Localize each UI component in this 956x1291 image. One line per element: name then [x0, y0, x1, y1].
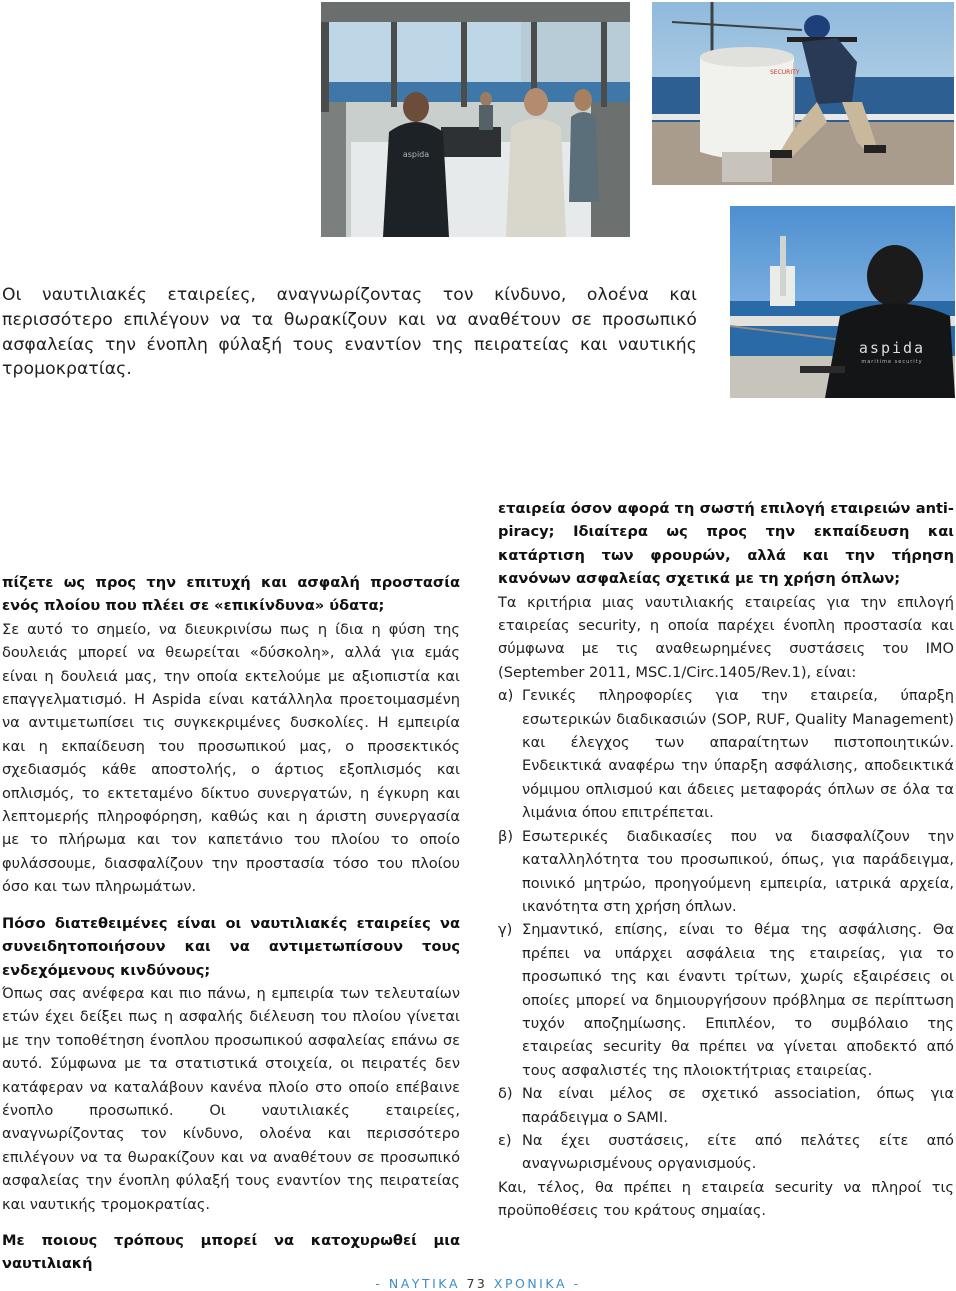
question-1: πίζετε ως προς την επιτυχή και ασφαλή προστασία ενός πλοίου που πλέει σε «επικίνδυνα» ύδατα; [2, 574, 460, 615]
answer-2: Όπως σας ανέφερα και πιο πάνω, η εμπειρία των τελευταίων ετών έχει δείξει πως η ασφαλής διέλευση του πλοίου γίνεται με την τοποθέτηση ένοπλου προσωπικού ασφαλείας επάνω σε αυτό. Σύμφωνα με τα στατιστικά στοιχεία, οι πειρατές δεν κατάφεραν να καταλάβουν κανένα πλοίο στο οποίο επέβαινε ένοπλο προσωπικό. Οι ναυτιλιακές εταιρείες, αναγνωρίζοντας τον κίνδυνο, ολοένα και περισσότερο επιλέγουν να τα θωρακίζουν και να αναθέτουν σε προσωπικό ασφαλείας την ένοπλη φύλαξή τους εναντίον της πειρατείας και ναυτικής τρομοκρατίας. [2, 984, 460, 1213]
question-3-continued: εταιρεία όσον αφορά τη σωστή επιλογή εταιρειών anti-piracy; Ιδιαίτερα ως προς την εκπαίδευση και κατάρτιση των φρουρών, αλλά και την τήρηση κανόνων ασφαλείας σχετικά με τη χρήση όπλων; [498, 500, 954, 588]
question-2: Πόσο διατεθειμένες είναι οι ναυτιλιακές εταιρείες να συνειδητοποιήσουν και να αντιμετωπίσουν τους ενδεχόμενους κινδύνους; [2, 914, 460, 979]
footer-dash-right: - [573, 1276, 581, 1291]
item-marker: ε) [498, 1131, 512, 1149]
page-footer [0, 1276, 956, 1291]
criteria-item [498, 1082, 954, 1129]
footer-dash-left: - [375, 1276, 383, 1291]
photo-aspida-guard [730, 206, 955, 398]
deck-sign: SECURITY [770, 69, 800, 76]
bridge-shirt-logo: aspida [402, 150, 430, 159]
item-text: Γενικές πληροφορίες για την εταιρεία, ύπαρξη εσωτερικών διαδικασιών (SOP, RUF, Quality Management) και έλεγχος των απαραίτητων πιστοποιητικών. Ενδεικτικά αναφέρω την ύπαρξη ασφάλισης, αποδεικτικά νόμιμου οπλισμού και άδειες μεταφοράς όπλων σε όλα τα λιμάνια όπου επιτρέπεται. [522, 687, 954, 822]
closing-text: Και, τέλος, θα πρέπει η εταιρεία security να πληροί τις προϋποθέσεις του κράτους σημαίας. [498, 1178, 954, 1220]
photo-ship-bridge [321, 2, 630, 237]
item-marker: α) [498, 687, 514, 705]
item-text: Εσωτερικές διαδικασίες που να διασφαλίζουν την καταλληλότητα του προσωπικού, όπως, για παράδειγμα, ποινικό μητρώο, προηγούμενη εμπειρία, ιατρικά αρχεία, ικανότητα στη χρήση όπλων. [522, 827, 954, 915]
item-marker: β) [498, 827, 514, 845]
item-text: Να έχει συστάσεις, είτε από πελάτες είτε από αναγνωρισμένους οργανισμούς. [522, 1131, 954, 1173]
shirt-subtitle: maritime security [861, 359, 923, 365]
item-marker: δ) [498, 1085, 513, 1103]
item-text: Σημαντικό, επίσης, είναι το θέμα της ασφάλισης. Θα πρέπει να υπάρχει ασφάλεια της εταιρείας, για το προσωπικό της και έναντι τρίτων, χωρίς εξαιρέσεις οι οποίες μπορεί να δημιουργήσουν πρόβλημα σε περίπτωση τυχόν αποζημίωσης. Επιπλέον, το συμβόλαιο της εταιρείας security θα πρέπει να γίνεται αποδεκτό από τους ασφαλιστές της πλοιοκτήτριας εταιρείας. [522, 921, 954, 1079]
photo-guard-on-deck [652, 2, 954, 185]
question-3: Με ποιους τρόπους μπορεί να κατοχυρωθεί μια ναυτιλιακή [2, 1231, 460, 1273]
criteria-item [498, 918, 954, 1082]
item-text: Να είναι μέλος σε σχετικό association, όπως για παράδειγμα ο SAMI. [522, 1085, 954, 1126]
criteria-item [498, 1129, 954, 1176]
left-column [2, 571, 460, 1276]
page-number: 73 [466, 1276, 488, 1291]
item-marker: γ) [498, 921, 513, 939]
footer-magazine-name-a: ΝΑΥΤΙΚΑ [388, 1276, 460, 1291]
criteria-item [498, 825, 954, 919]
pull-quote: Οι ναυτιλιακές εταιρείες, αναγνωρίζοντας τον κίνδυνο, ολοένα και περισσότερο επιλέγουν να τα θωρακίζουν και να αναθέτουν σε προσωπικό ασφαλείας την ένοπλη φύλαξή τους εναντίον της πειρατείας και ναυτικής τρομοκρατίας. [2, 285, 697, 380]
criteria-intro: Τα κριτήρια μιας ναυτιλιακής εταιρείας για την επιλογή εταιρείας security, η οποία παρέχει ένοπλη προστασία και σύμφωνα με τις αναθεωρημένες συστάσεις του IMO (September 2011, MSC.1/Circ.1405/Rev.1), είναι: [498, 593, 954, 681]
criteria-item [498, 684, 954, 824]
right-column [498, 497, 954, 1223]
footer-magazine-name-b: ΧΡΟΝΙΚΑ [493, 1276, 568, 1291]
shirt-brand: aspida [858, 339, 926, 357]
answer-1: Σε αυτό το σημείο, να διευκρινίσω πως η ίδια η φύση της δουλειάς μπορεί να θεωρείται «δύσκολη», αλλά για εμάς είναι η δουλειά μας, την οποία εκτελούμε με αξιοπιστία και επαγγελματισμό. Η Aspida είναι κατάλληλα προετοιμασμένη να αντιμετωπίσει τις συγκεκριμένες δυσκολίες. Η εμπειρία και η εκπαίδευση του προσωπικού μας, ο προσεκτικός σχεδιασμός κάθε αποστολής, ο άρτιος εξοπλισμός και οπλισμός, το εκτεταμένο δίκτυο συνεργατών, η έγκυρη και λεπτομερής πληροφόρηση, καθώς και η άριστη συνεργασία με το πλήρωμα και τον καπετάνιο του πλοίου το οποίο φυλάσσουμε, διασφαλίζουν την προστασία τόσο του πλοίου όσο και των πληρωμάτων. [2, 620, 460, 896]
